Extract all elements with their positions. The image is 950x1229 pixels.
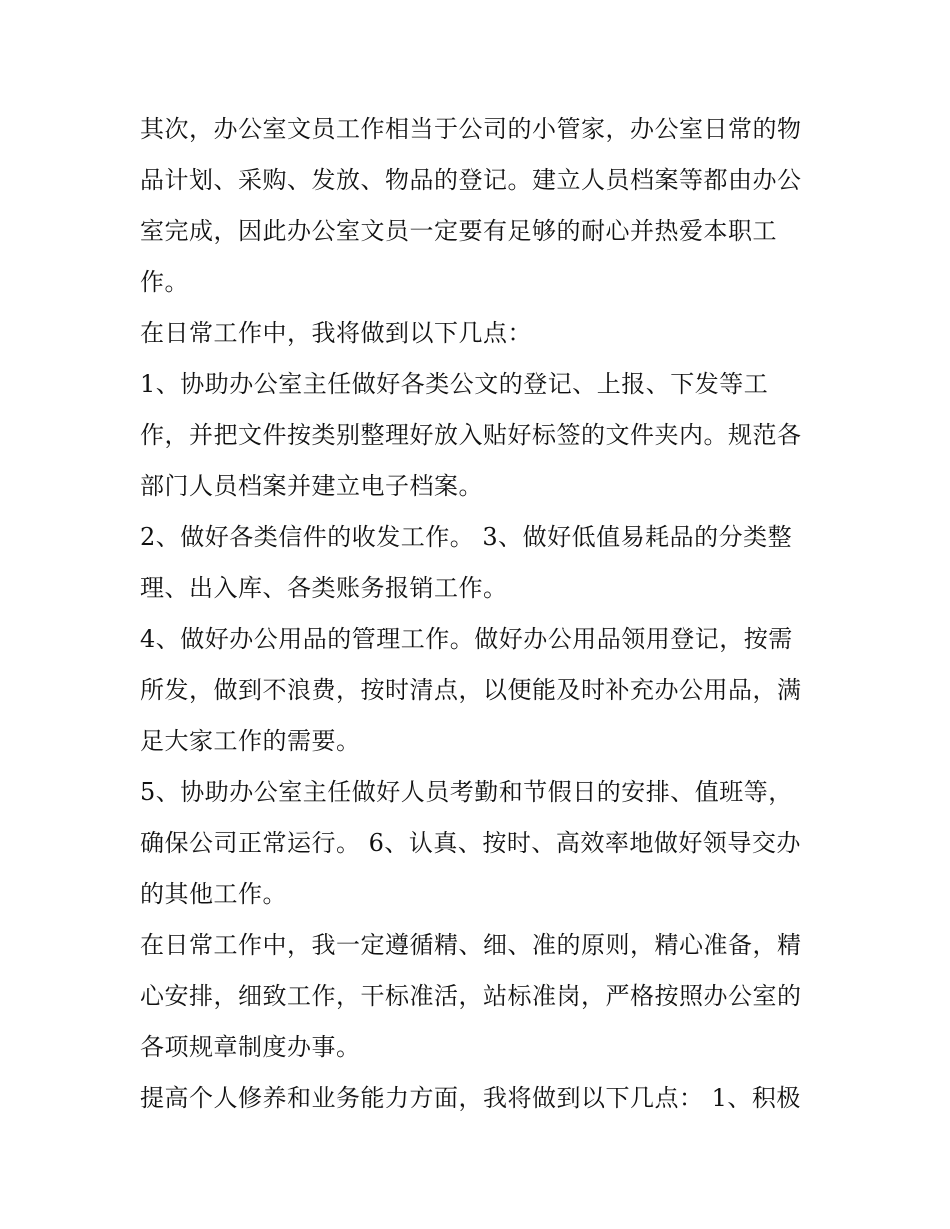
paragraph-item-2-3 bbox=[140, 512, 820, 614]
text-line: 部门人员档案并建立电子档案。 bbox=[140, 472, 483, 500]
text-line: 1、协助办公室主任做好各类公文的登记、上报、下发等工 bbox=[140, 370, 769, 398]
document-body bbox=[140, 104, 820, 1124]
text-line: 4、做好办公用品的管理工作。做好办公用品领用登记，按需 bbox=[140, 625, 793, 653]
text-line: 作，并把文件按类别整理好放入贴好标签的文件夹内。规范各 bbox=[140, 421, 802, 449]
text-line: 在日常工作中，我一定遵循精、细、准的原则，精心准备，精 bbox=[140, 931, 802, 959]
text-line: 的其他工作。 bbox=[140, 880, 287, 908]
text-line: 2、做好各类信件的收发工作。 3、做好低值易耗品的分类整 bbox=[140, 523, 793, 551]
text-line: 足大家工作的需要。 bbox=[140, 727, 361, 755]
text-line: 作。 bbox=[140, 268, 189, 296]
paragraph-self-improvement bbox=[140, 1073, 820, 1124]
text-line: 确保公司正常运行。 6、认真、按时、高效率地做好领导交办 bbox=[140, 829, 801, 857]
text-line: 理、出入库、各类账务报销工作。 bbox=[140, 574, 508, 602]
paragraph-item-4 bbox=[140, 614, 820, 767]
text-line: 心安排，细致工作，干标准活，站标准岗，严格按照办公室的 bbox=[140, 982, 802, 1010]
text-line: 室完成，因此办公室文员一定要有足够的耐心并热爱本职工 bbox=[140, 217, 777, 245]
paragraph-daily-work-intro bbox=[140, 308, 820, 359]
text-line: 品计划、采购、发放、物品的登记。建立人员档案等都由办公 bbox=[140, 166, 802, 194]
text-line: 所发，做到不浪费，按时清点，以便能及时补充办公用品，满 bbox=[140, 676, 802, 704]
paragraph-office-clerk-role bbox=[140, 104, 820, 308]
text-line: 各项规章制度办事。 bbox=[140, 1033, 361, 1061]
paragraph-item-5-6 bbox=[140, 767, 820, 920]
paragraph-work-principles bbox=[140, 920, 820, 1073]
text-line: 5、协助办公室主任做好人员考勤和节假日的安排、值班等， bbox=[140, 778, 793, 806]
text-line: 其次，办公室文员工作相当于公司的小管家，办公室日常的物 bbox=[140, 115, 802, 143]
text-line: 提高个人修养和业务能力方面，我将做到以下几点： 1、积极 bbox=[140, 1084, 801, 1112]
paragraph-item-1 bbox=[140, 359, 820, 512]
text-line: 在日常工作中，我将做到以下几点： bbox=[140, 319, 532, 347]
